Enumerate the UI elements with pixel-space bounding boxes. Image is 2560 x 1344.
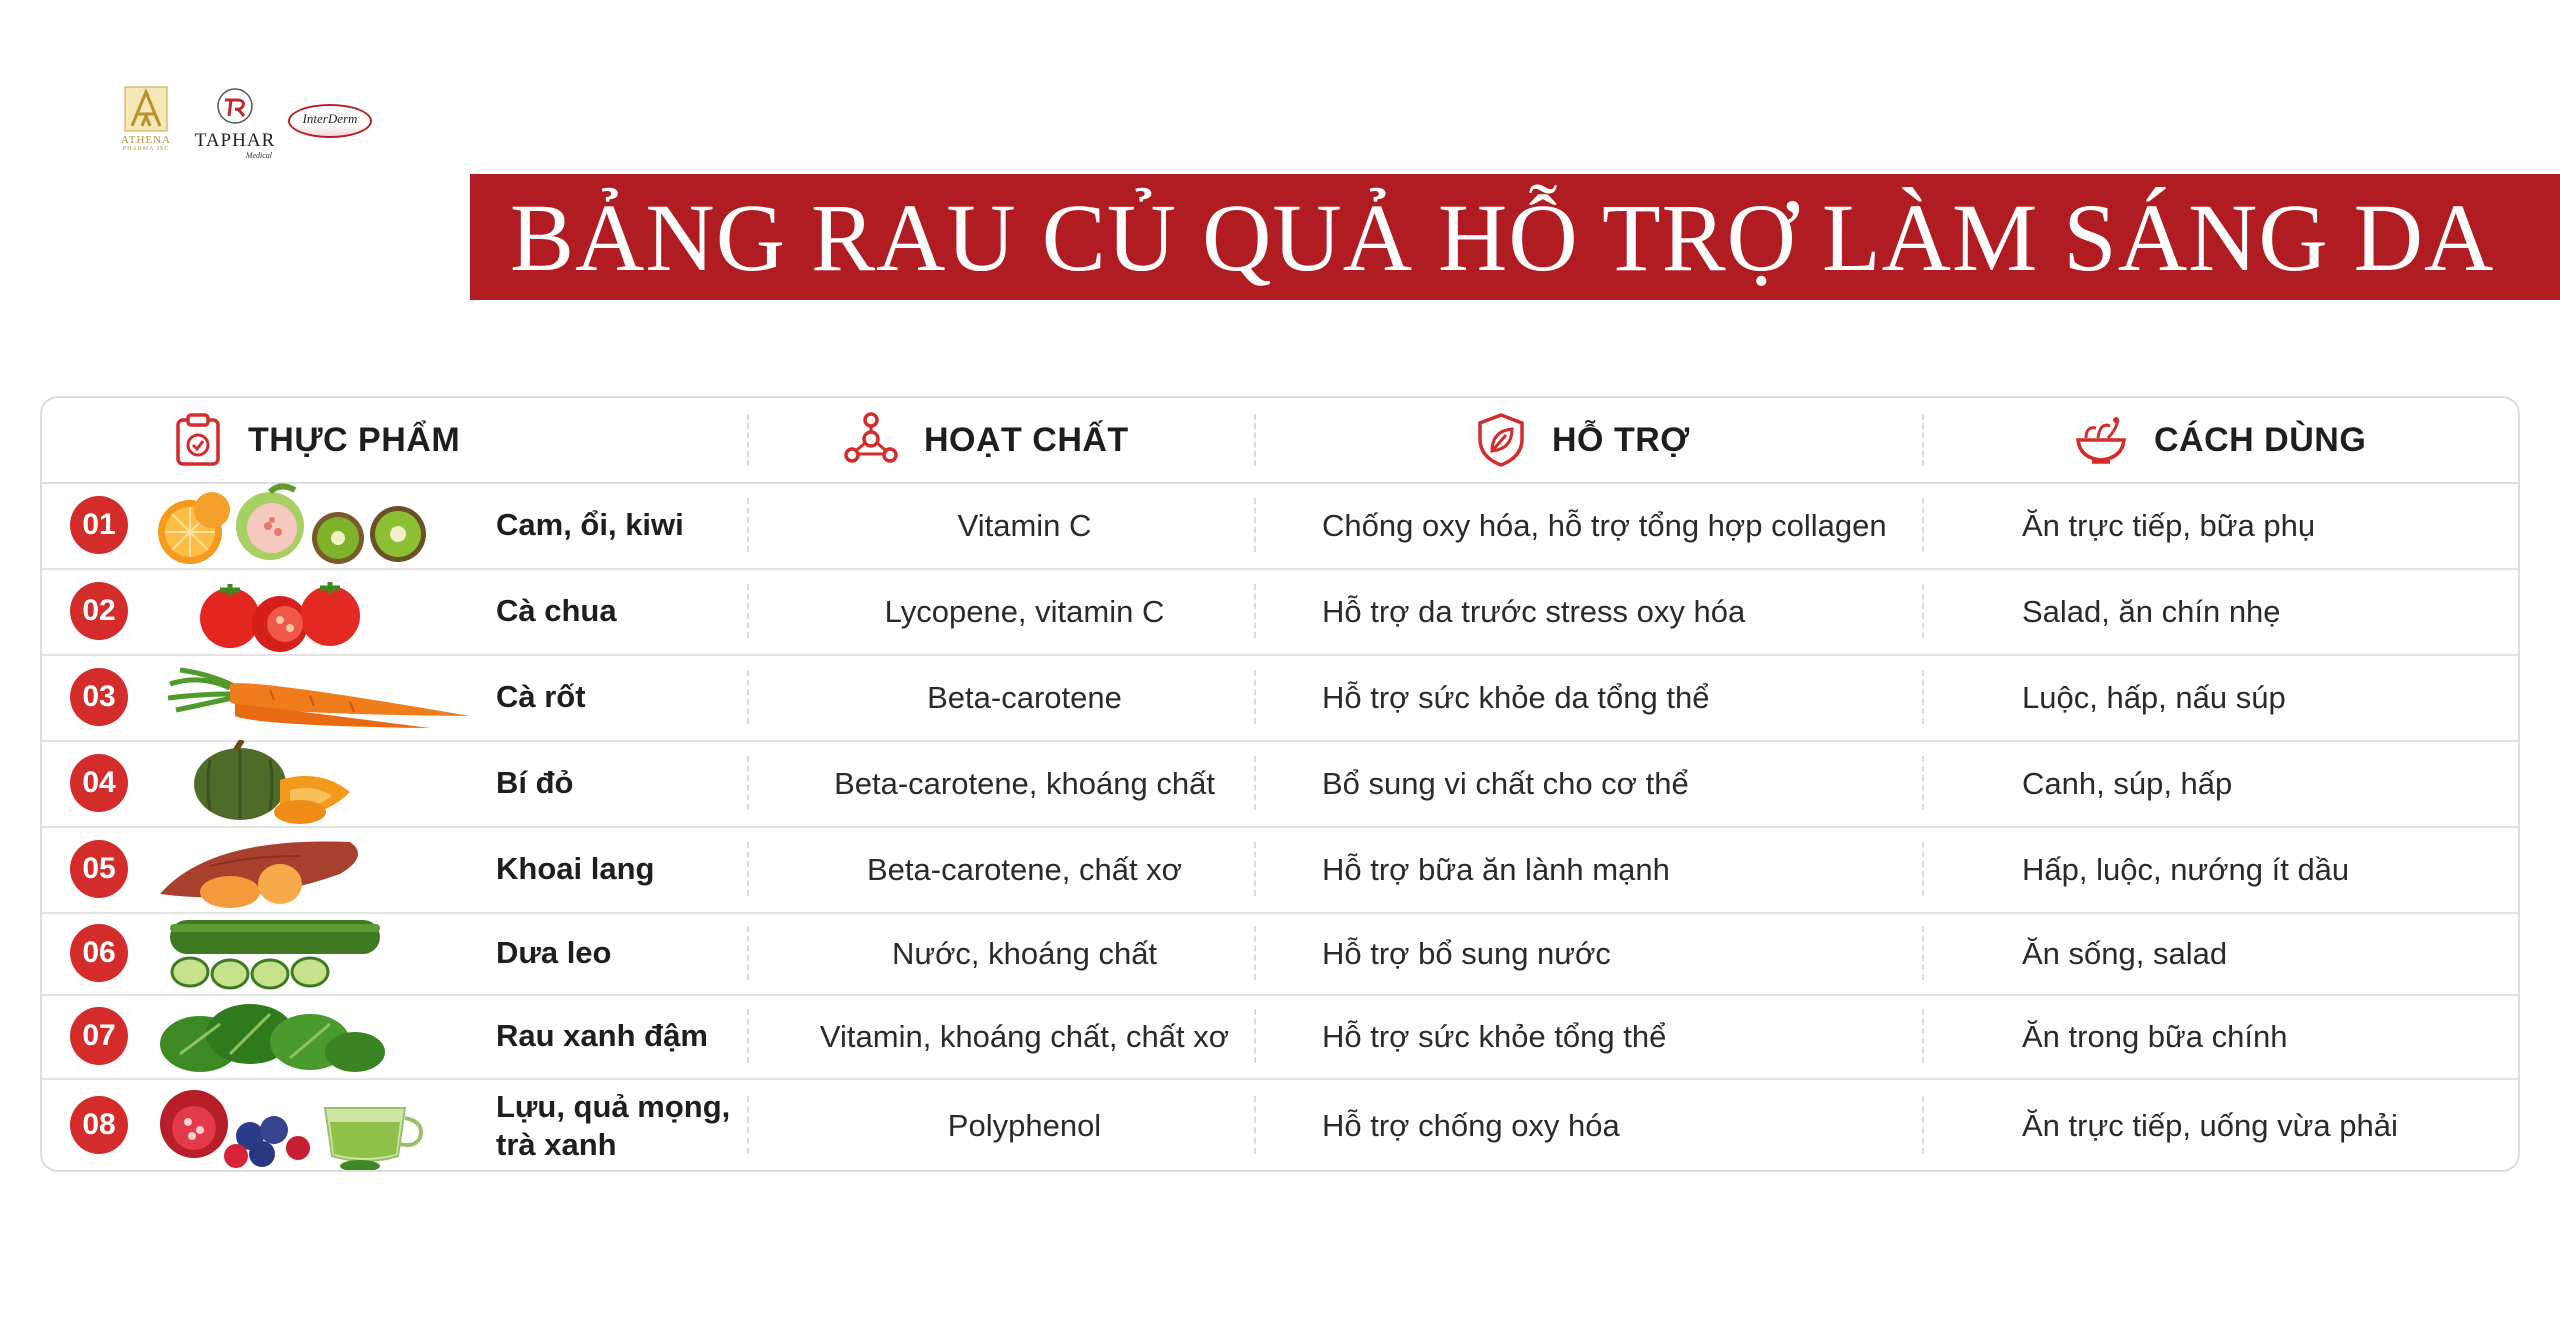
active-ingredient: Beta-carotene, chất xơ	[867, 852, 1182, 887]
table-row	[42, 1078, 2518, 1172]
food-name-line: trà xanh	[496, 1127, 617, 1162]
page-title: BẢNG RAU CỦ QUẢ HỖ TRỢ LÀM SÁNG DA	[510, 183, 2495, 291]
tomato-icon	[150, 568, 500, 654]
usage-method: Hấp, luộc, nướng ít dầu	[2022, 852, 2350, 887]
active-ingredient: Vitamin C	[957, 508, 1092, 543]
column-divider	[1254, 1009, 1256, 1063]
column-divider	[1922, 584, 1924, 638]
column-divider	[1254, 756, 1256, 810]
food-name: Cà chua	[496, 593, 617, 628]
usage-method: Ăn trực tiếp, bữa phụ	[2022, 508, 2316, 543]
title-banner	[470, 174, 2560, 300]
column-divider	[1254, 1096, 1256, 1154]
athena-logo-subtext: PHARMA JSC	[122, 146, 170, 152]
usage-method: Salad, ăn chín nhẹ	[2022, 594, 2281, 629]
active-ingredient: Lycopene, vitamin C	[884, 594, 1165, 629]
support-benefit: Hỗ trợ sức khỏe tổng thể	[1322, 1019, 1667, 1054]
support-benefit: Bổ sung vi chất cho cơ thể	[1322, 766, 1689, 801]
row-number-badge: 07	[70, 1007, 128, 1065]
active-ingredient: Polyphenol	[947, 1108, 1102, 1143]
column-divider	[747, 670, 749, 724]
row-number-badge: 03	[70, 668, 128, 726]
table-row	[42, 482, 2518, 570]
column-divider	[1922, 670, 1924, 724]
column-divider	[747, 756, 749, 810]
header-divider	[1254, 414, 1256, 466]
shield-leaf-icon	[1474, 411, 1528, 469]
support-benefit: Hỗ trợ sức khỏe da tổng thể	[1322, 680, 1710, 715]
food-name-line: Lựu, quả mọng,	[496, 1089, 731, 1124]
taphar-logo-subtext: Medical	[245, 151, 272, 160]
active-ingredient: Nước, khoáng chất	[891, 936, 1158, 971]
table-row	[42, 654, 2518, 742]
table-row	[42, 568, 2518, 656]
bowl-icon	[2072, 412, 2130, 468]
support-benefit: Chống oxy hóa, hỗ trợ tổng hợp collagen	[1322, 508, 1887, 543]
food-name: Dưa leo	[496, 935, 612, 970]
row-number-badge: 08	[70, 1096, 128, 1154]
row-number-badge: 05	[70, 840, 128, 898]
athena-logo-text: ATHENA	[121, 134, 171, 146]
column-divider	[1254, 926, 1256, 980]
column-divider	[1922, 498, 1924, 552]
column-divider	[747, 842, 749, 896]
row-number-badge: 06	[70, 924, 128, 982]
row-number-badge: 02	[70, 582, 128, 640]
header-food-label: THỰC PHẨM	[248, 420, 461, 459]
pomegranate-berries-tea-icon	[150, 1078, 500, 1172]
taphar-mark-icon	[215, 86, 255, 126]
column-divider	[1254, 498, 1256, 552]
usage-method: Ăn sống, salad	[2022, 936, 2228, 971]
header-active-label: HOẠT CHẤT	[924, 420, 1129, 459]
sweet-potato-icon	[150, 826, 500, 912]
row-number-badge: 01	[70, 496, 128, 554]
row-number-badge: 04	[70, 754, 128, 812]
food-name: Khoai lang	[496, 851, 655, 886]
support-benefit: Hỗ trợ chống oxy hóa	[1322, 1108, 1620, 1143]
usage-method: Luộc, hấp, nấu súp	[2022, 680, 2286, 715]
active-ingredient: Beta-carotene, khoáng chất	[834, 766, 1215, 801]
column-divider	[747, 498, 749, 552]
food-table	[40, 396, 2520, 1172]
molecule-icon	[842, 412, 900, 468]
pumpkin-icon	[150, 740, 500, 826]
header-usage-label: CÁCH DÙNG	[2154, 420, 2367, 459]
column-divider	[1922, 756, 1924, 810]
column-divider	[1254, 584, 1256, 638]
support-benefit: Hỗ trợ bổ sung nước	[1322, 936, 1611, 971]
cucumber-icon	[150, 912, 500, 994]
header-active	[842, 398, 1129, 482]
header-divider	[1922, 414, 1924, 466]
table-row	[42, 994, 2518, 1080]
column-divider	[747, 584, 749, 638]
table-row	[42, 826, 2518, 914]
header-support-label: HỖ TRỢ	[1552, 420, 1690, 459]
column-divider	[747, 926, 749, 980]
usage-method: Ăn trực tiếp, uống vừa phải	[2022, 1108, 2398, 1143]
taphar-logo-text: TAPHAR	[194, 130, 276, 151]
carrot-icon	[150, 654, 500, 740]
active-ingredient: Vitamin, khoáng chất, chất xơ	[819, 1019, 1230, 1054]
athena-mark-icon	[124, 86, 168, 132]
leafy-greens-icon	[150, 994, 500, 1078]
athena-logo	[118, 86, 174, 152]
usage-method: Canh, súp, hấp	[2022, 766, 2233, 801]
column-divider	[1922, 842, 1924, 896]
food-name: Cà rốt	[496, 679, 586, 714]
column-divider	[1922, 1009, 1924, 1063]
column-divider	[1922, 1096, 1924, 1154]
header-divider	[747, 414, 749, 466]
food-name: Rau xanh đậm	[496, 1018, 708, 1053]
column-divider	[747, 1096, 749, 1154]
clipboard-icon	[172, 412, 224, 468]
interderm-logo-text: InterDerm	[302, 111, 358, 126]
taphar-logo	[190, 86, 280, 160]
interderm-logo	[288, 104, 378, 144]
food-name	[496, 1088, 730, 1164]
table-header	[42, 398, 2518, 484]
column-divider	[1254, 670, 1256, 724]
column-divider	[747, 1009, 749, 1063]
orange-guava-kiwi-icon	[150, 482, 500, 568]
table-row	[42, 740, 2518, 828]
active-ingredient: Beta-carotene	[927, 680, 1122, 715]
partner-logos	[118, 80, 378, 170]
header-usage	[2072, 398, 2366, 482]
column-divider	[1254, 842, 1256, 896]
food-name: Cam, ổi, kiwi	[496, 507, 684, 542]
support-benefit: Hỗ trợ da trước stress oxy hóa	[1322, 594, 1746, 629]
header-support	[1474, 398, 1690, 482]
table-row	[42, 912, 2518, 996]
header-food	[172, 398, 460, 482]
usage-method: Ăn trong bữa chính	[2022, 1019, 2288, 1054]
support-benefit: Hỗ trợ bữa ăn lành mạnh	[1322, 852, 1670, 887]
food-name: Bí đỏ	[496, 765, 574, 800]
column-divider	[1922, 926, 1924, 980]
